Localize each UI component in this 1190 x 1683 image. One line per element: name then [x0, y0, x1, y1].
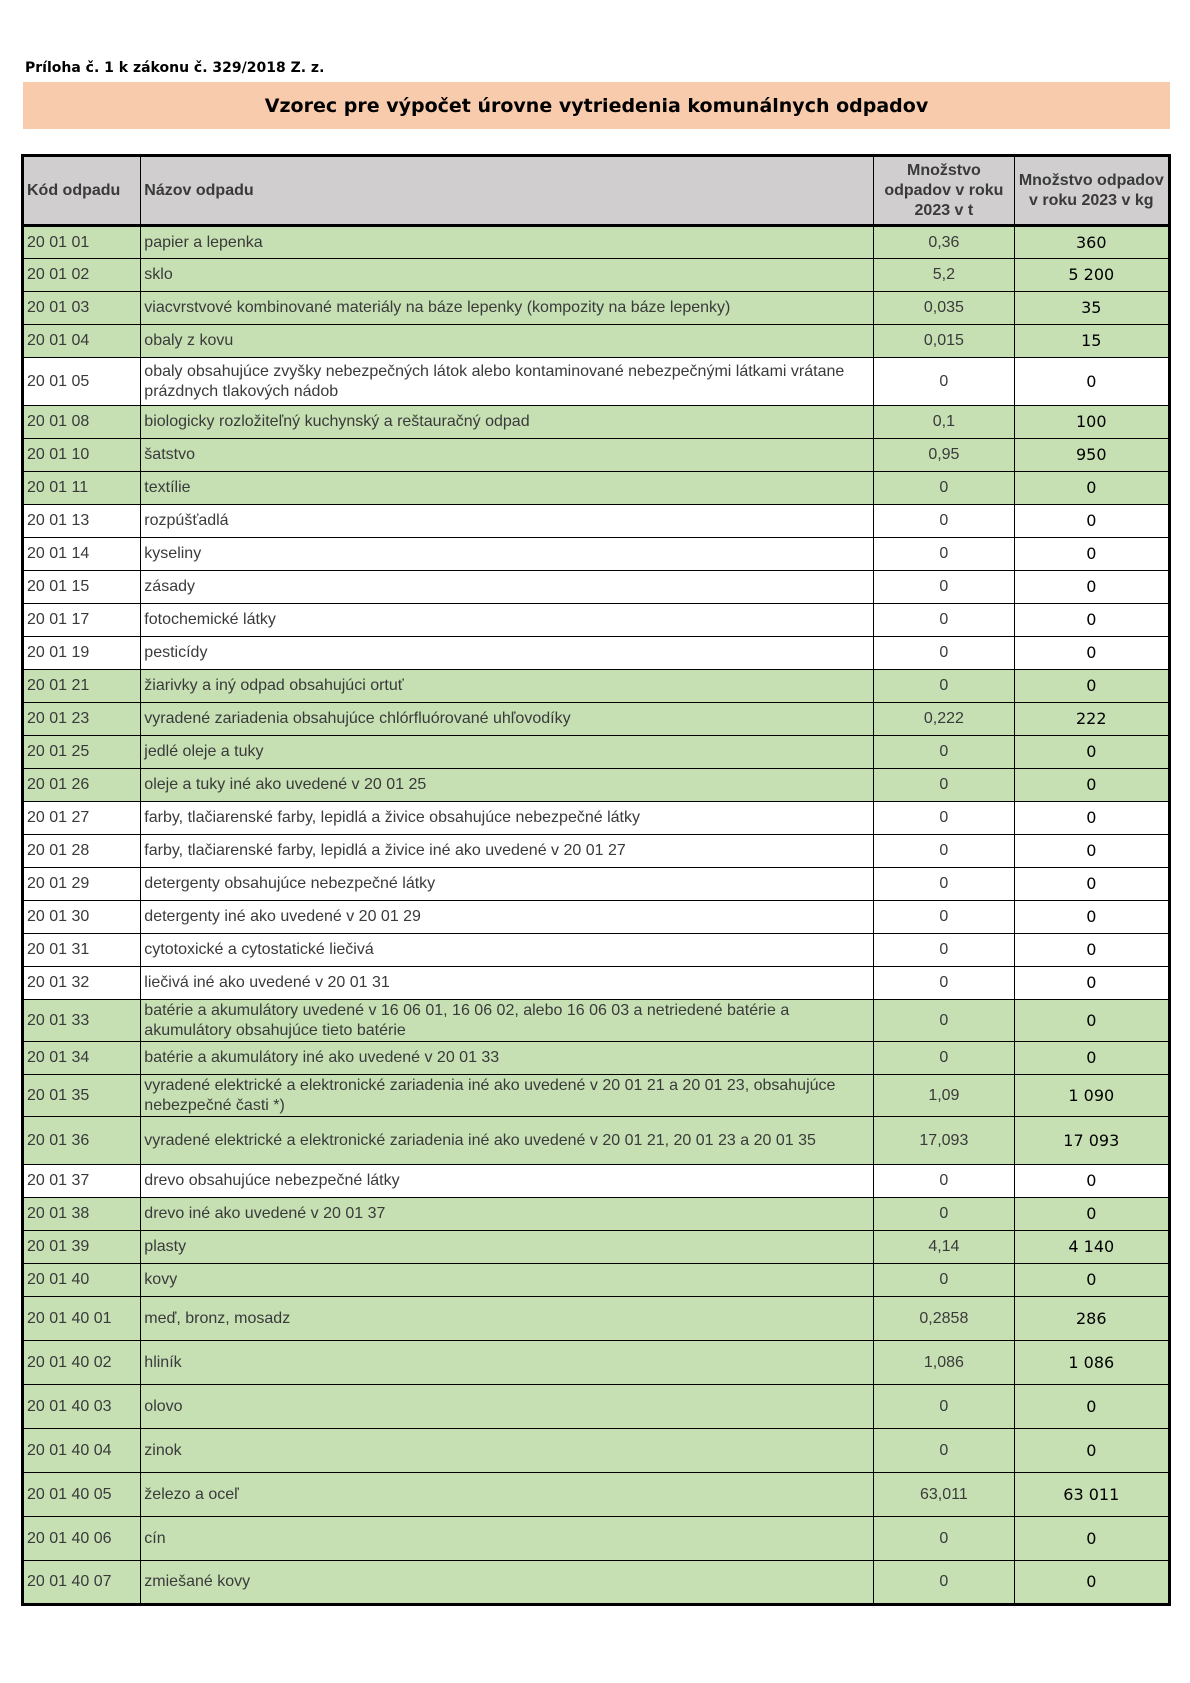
cell-qty-kg: 0 — [1014, 967, 1169, 1000]
cell-qty-t: 0,36 — [874, 226, 1014, 259]
table-row — [23, 1297, 1170, 1341]
cell-qty-kg: 0 — [1014, 934, 1169, 967]
cell-name: zinok — [141, 1429, 874, 1473]
cell-qty-kg: 100 — [1014, 406, 1169, 439]
cell-code: 20 01 40 03 — [23, 1385, 141, 1429]
cell-code: 20 01 15 — [23, 571, 141, 604]
cell-name: biologicky rozložiteľný kuchynský a reštauračný odpad — [141, 406, 874, 439]
cell-qty-kg: 286 — [1014, 1297, 1169, 1341]
cell-qty-t: 17,093 — [874, 1117, 1014, 1165]
table-row — [23, 802, 1170, 835]
cell-qty-t: 0 — [874, 571, 1014, 604]
cell-code: 20 01 02 — [23, 259, 141, 292]
cell-code: 20 01 04 — [23, 325, 141, 358]
cell-qty-t: 0,95 — [874, 439, 1014, 472]
table-row — [23, 769, 1170, 802]
cell-qty-kg: 0 — [1014, 571, 1169, 604]
cell-code: 20 01 40 06 — [23, 1517, 141, 1561]
cell-qty-t: 0 — [874, 868, 1014, 901]
cell-qty-kg: 0 — [1014, 769, 1169, 802]
cell-code: 20 01 13 — [23, 505, 141, 538]
table-row — [23, 1075, 1170, 1117]
table-row — [23, 1198, 1170, 1231]
table-row — [23, 226, 1170, 259]
cell-qty-t: 0 — [874, 670, 1014, 703]
cell-qty-t: 4,14 — [874, 1231, 1014, 1264]
cell-name: obaly obsahujúce zvyšky nebezpečných látok alebo kontaminované nebezpečnými látkami vrátane prázdnych tlakových nádob — [141, 358, 874, 406]
cell-code: 20 01 40 02 — [23, 1341, 141, 1385]
cell-qty-t: 0,1 — [874, 406, 1014, 439]
table-row — [23, 1473, 1170, 1517]
cell-name: šatstvo — [141, 439, 874, 472]
cell-name: cytotoxické a cytostatické liečivá — [141, 934, 874, 967]
cell-code: 20 01 28 — [23, 835, 141, 868]
cell-code: 20 01 01 — [23, 226, 141, 259]
cell-code: 20 01 37 — [23, 1165, 141, 1198]
annex-title: Príloha č. 1 k zákonu č. 329/2018 Z. z. — [25, 60, 325, 76]
cell-qty-t: 0 — [874, 604, 1014, 637]
cell-qty-t: 0 — [874, 1264, 1014, 1297]
header-name: Názov odpadu — [141, 156, 874, 226]
table-row — [23, 1264, 1170, 1297]
cell-qty-t: 0 — [874, 1042, 1014, 1075]
cell-code: 20 01 30 — [23, 901, 141, 934]
cell-code: 20 01 19 — [23, 637, 141, 670]
table-row — [23, 1561, 1170, 1605]
waste-table — [21, 154, 1171, 1606]
table-row — [23, 1165, 1170, 1198]
cell-qty-kg: 0 — [1014, 1561, 1169, 1605]
table-row — [23, 259, 1170, 292]
cell-code: 20 01 10 — [23, 439, 141, 472]
table-row — [23, 901, 1170, 934]
cell-name: olovo — [141, 1385, 874, 1429]
cell-name: fotochemické látky — [141, 604, 874, 637]
cell-name: drevo iné ako uvedené v 20 01 37 — [141, 1198, 874, 1231]
cell-code: 20 01 14 — [23, 538, 141, 571]
cell-name: vyradené zariadenia obsahujúce chlórfluórované uhľovodíky — [141, 703, 874, 736]
cell-qty-t: 0 — [874, 1198, 1014, 1231]
cell-qty-t: 0 — [874, 505, 1014, 538]
cell-qty-kg: 950 — [1014, 439, 1169, 472]
table-row — [23, 670, 1170, 703]
cell-qty-t: 0 — [874, 769, 1014, 802]
cell-qty-t: 0 — [874, 358, 1014, 406]
cell-qty-kg: 35 — [1014, 292, 1169, 325]
cell-qty-kg: 0 — [1014, 802, 1169, 835]
table-row — [23, 1429, 1170, 1473]
cell-qty-t: 63,011 — [874, 1473, 1014, 1517]
table-row — [23, 604, 1170, 637]
cell-name: kovy — [141, 1264, 874, 1297]
cell-code: 20 01 35 — [23, 1075, 141, 1117]
cell-name: batérie a akumulátory uvedené v 16 06 01, 16 06 02, alebo 16 06 03 a netriedené batérie a akumulátory obsahujúce tieto batérie — [141, 1000, 874, 1042]
cell-qty-kg: 0 — [1014, 1042, 1169, 1075]
cell-name: zásady — [141, 571, 874, 604]
cell-qty-kg: 5 200 — [1014, 259, 1169, 292]
header-qty-kg: Množstvo odpadov v roku 2023 v kg — [1014, 156, 1169, 226]
cell-code: 20 01 40 01 — [23, 1297, 141, 1341]
cell-qty-t: 0 — [874, 538, 1014, 571]
cell-name: rozpúšťadlá — [141, 505, 874, 538]
cell-qty-t: 0 — [874, 967, 1014, 1000]
cell-name: sklo — [141, 259, 874, 292]
table-row — [23, 1341, 1170, 1385]
cell-qty-t: 0 — [874, 736, 1014, 769]
cell-qty-kg: 0 — [1014, 1517, 1169, 1561]
cell-qty-t: 0 — [874, 1561, 1014, 1605]
cell-qty-kg: 1 090 — [1014, 1075, 1169, 1117]
cell-qty-t: 0 — [874, 637, 1014, 670]
table-row — [23, 868, 1170, 901]
cell-code: 20 01 39 — [23, 1231, 141, 1264]
cell-name: kyseliny — [141, 538, 874, 571]
table-row — [23, 472, 1170, 505]
table-row — [23, 736, 1170, 769]
cell-name: hliník — [141, 1341, 874, 1385]
cell-name: cín — [141, 1517, 874, 1561]
cell-qty-kg: 0 — [1014, 1429, 1169, 1473]
cell-code: 20 01 34 — [23, 1042, 141, 1075]
cell-qty-t: 0 — [874, 934, 1014, 967]
cell-qty-kg: 0 — [1014, 1198, 1169, 1231]
cell-name: pesticídy — [141, 637, 874, 670]
cell-code: 20 01 27 — [23, 802, 141, 835]
header-code: Kód odpadu — [23, 156, 141, 226]
cell-name: plasty — [141, 1231, 874, 1264]
cell-qty-t: 1,09 — [874, 1075, 1014, 1117]
cell-qty-kg: 0 — [1014, 868, 1169, 901]
table-row — [23, 1117, 1170, 1165]
cell-code: 20 01 17 — [23, 604, 141, 637]
cell-qty-kg: 0 — [1014, 901, 1169, 934]
cell-qty-t: 0 — [874, 835, 1014, 868]
cell-code: 20 01 33 — [23, 1000, 141, 1042]
cell-qty-t: 0,035 — [874, 292, 1014, 325]
cell-qty-kg: 0 — [1014, 1165, 1169, 1198]
cell-qty-t: 0 — [874, 472, 1014, 505]
table-row — [23, 505, 1170, 538]
cell-code: 20 01 08 — [23, 406, 141, 439]
cell-name: farby, tlačiarenské farby, lepidlá a živice obsahujúce nebezpečné látky — [141, 802, 874, 835]
cell-qty-t: 0 — [874, 1429, 1014, 1473]
cell-qty-t: 0,015 — [874, 325, 1014, 358]
table-row — [23, 1000, 1170, 1042]
table-row — [23, 439, 1170, 472]
cell-code: 20 01 32 — [23, 967, 141, 1000]
cell-code: 20 01 03 — [23, 292, 141, 325]
table-row — [23, 1385, 1170, 1429]
cell-name: textílie — [141, 472, 874, 505]
cell-code: 20 01 36 — [23, 1117, 141, 1165]
cell-name: detergenty obsahujúce nebezpečné látky — [141, 868, 874, 901]
cell-qty-kg: 222 — [1014, 703, 1169, 736]
cell-qty-t: 0 — [874, 1385, 1014, 1429]
table-row — [23, 292, 1170, 325]
cell-qty-kg: 0 — [1014, 538, 1169, 571]
cell-code: 20 01 23 — [23, 703, 141, 736]
cell-name: vyradené elektrické a elektronické zariadenia iné ako uvedené v 20 01 21, 20 01 23 a 20 01 35 — [141, 1117, 874, 1165]
cell-name: viacvrstvové kombinované materiály na báze lepenky (kompozity na báze lepenky) — [141, 292, 874, 325]
cell-qty-kg: 0 — [1014, 505, 1169, 538]
table-row — [23, 571, 1170, 604]
cell-qty-kg: 0 — [1014, 472, 1169, 505]
table-row — [23, 1042, 1170, 1075]
cell-qty-kg: 0 — [1014, 670, 1169, 703]
table-row — [23, 406, 1170, 439]
cell-qty-kg: 0 — [1014, 1000, 1169, 1042]
cell-code: 20 01 40 04 — [23, 1429, 141, 1473]
cell-code: 20 01 11 — [23, 472, 141, 505]
table-row — [23, 358, 1170, 406]
table-row — [23, 934, 1170, 967]
cell-name: zmiešané kovy — [141, 1561, 874, 1605]
table-row — [23, 538, 1170, 571]
cell-qty-t: 5,2 — [874, 259, 1014, 292]
cell-qty-kg: 1 086 — [1014, 1341, 1169, 1385]
table-row — [23, 835, 1170, 868]
cell-qty-kg: 0 — [1014, 736, 1169, 769]
cell-code: 20 01 05 — [23, 358, 141, 406]
cell-qty-t: 0 — [874, 901, 1014, 934]
cell-name: vyradené elektrické a elektronické zariadenia iné ako uvedené v 20 01 21 a 20 01 23, obsahujúce nebezpečné časti *) — [141, 1075, 874, 1117]
cell-qty-kg: 63 011 — [1014, 1473, 1169, 1517]
cell-qty-t: 1,086 — [874, 1341, 1014, 1385]
cell-qty-kg: 360 — [1014, 226, 1169, 259]
cell-name: jedlé oleje a tuky — [141, 736, 874, 769]
table-row — [23, 637, 1170, 670]
cell-qty-kg: 0 — [1014, 637, 1169, 670]
cell-code: 20 01 21 — [23, 670, 141, 703]
cell-name: meď, bronz, mosadz — [141, 1297, 874, 1341]
cell-qty-kg: 0 — [1014, 1264, 1169, 1297]
table-row — [23, 1231, 1170, 1264]
cell-name: liečivá iné ako uvedené v 20 01 31 — [141, 967, 874, 1000]
cell-code: 20 01 40 05 — [23, 1473, 141, 1517]
cell-code: 20 01 29 — [23, 868, 141, 901]
cell-qty-t: 0,222 — [874, 703, 1014, 736]
cell-name: papier a lepenka — [141, 226, 874, 259]
table-header-row — [23, 156, 1170, 226]
cell-qty-t: 0,2858 — [874, 1297, 1014, 1341]
cell-name: drevo obsahujúce nebezpečné látky — [141, 1165, 874, 1198]
cell-name: obaly z kovu — [141, 325, 874, 358]
cell-name: žiarivky a iný odpad obsahujúci ortuť — [141, 670, 874, 703]
header-qty-t: Množstvo odpadov v roku 2023 v t — [874, 156, 1014, 226]
cell-qty-kg: 15 — [1014, 325, 1169, 358]
cell-qty-kg: 17 093 — [1014, 1117, 1169, 1165]
cell-name: farby, tlačiarenské farby, lepidlá a živice iné ako uvedené v 20 01 27 — [141, 835, 874, 868]
document-title: Vzorec pre výpočet úrovne vytriedenia komunálnych odpadov — [23, 82, 1170, 129]
cell-qty-t: 0 — [874, 1000, 1014, 1042]
cell-qty-kg: 0 — [1014, 1385, 1169, 1429]
table-row — [23, 967, 1170, 1000]
table-row — [23, 325, 1170, 358]
cell-code: 20 01 31 — [23, 934, 141, 967]
cell-qty-t: 0 — [874, 802, 1014, 835]
cell-code: 20 01 25 — [23, 736, 141, 769]
table-row — [23, 703, 1170, 736]
cell-qty-kg: 0 — [1014, 358, 1169, 406]
cell-qty-t: 0 — [874, 1165, 1014, 1198]
cell-code: 20 01 40 07 — [23, 1561, 141, 1605]
cell-code: 20 01 40 — [23, 1264, 141, 1297]
cell-qty-t: 0 — [874, 1517, 1014, 1561]
cell-qty-kg: 4 140 — [1014, 1231, 1169, 1264]
cell-code: 20 01 26 — [23, 769, 141, 802]
table-row — [23, 1517, 1170, 1561]
cell-qty-kg: 0 — [1014, 604, 1169, 637]
cell-name: oleje a tuky iné ako uvedené v 20 01 25 — [141, 769, 874, 802]
cell-name: detergenty iné ako uvedené v 20 01 29 — [141, 901, 874, 934]
cell-name: železo a oceľ — [141, 1473, 874, 1517]
cell-qty-kg: 0 — [1014, 835, 1169, 868]
cell-code: 20 01 38 — [23, 1198, 141, 1231]
cell-name: batérie a akumulátory iné ako uvedené v 20 01 33 — [141, 1042, 874, 1075]
